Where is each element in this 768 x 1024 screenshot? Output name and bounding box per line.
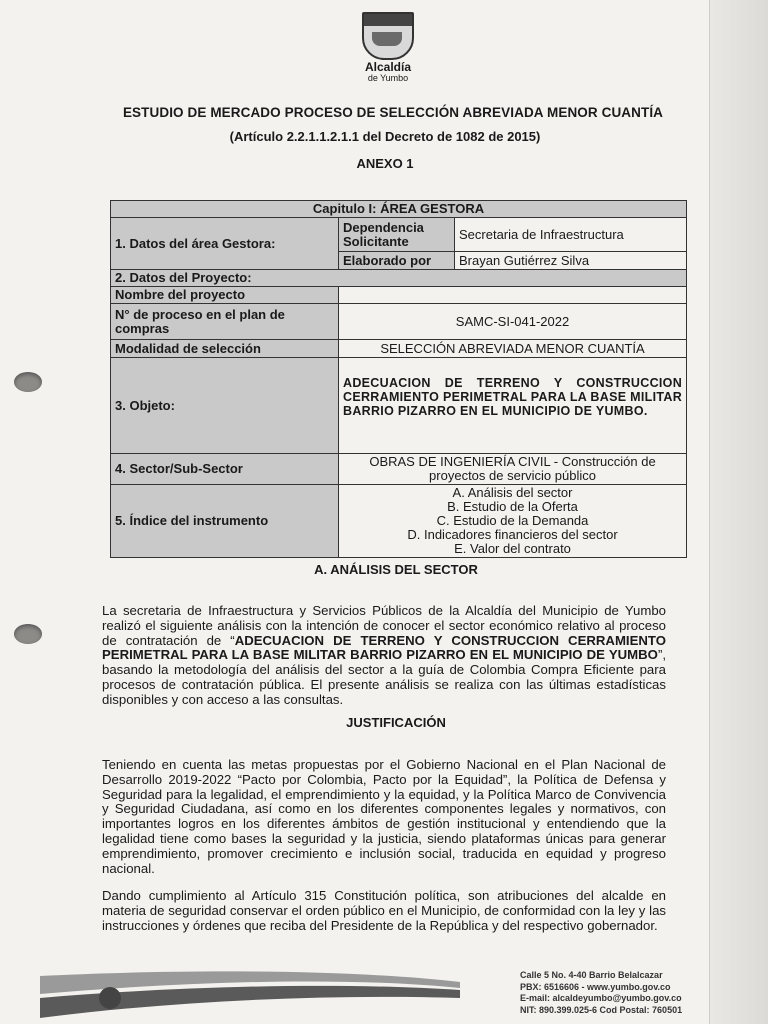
paragraph-bold-text: ADECUACION DE TERRENO Y CONSTRUCCION CERRAMIENTO PERIMETRAL PARA LA BASE MILITAR BARRIO PIZARRO EN EL MUNICIPIO DE YUMBO [102,632,666,663]
indice-label: 5. Índice del instrumento [111,485,339,558]
paragraph-text: ”, basando la metodología del análisis del sector a la guía de Colombia Compra Eficiente para procesos de contratación pública. El presente análisis se realiza con las últimas estadísticas disponibles y con acceso a las consultas. [102,647,666,707]
indice-list [339,485,687,558]
sector-value: OBRAS DE INGENIERÍA CIVIL - Construcción de proyectos de servicio público [339,454,687,485]
footer-wave-graphic [40,968,460,1018]
punch-hole [14,624,42,644]
footer-email: E-mail: alcaldeyumbo@yumbo.gov.co [520,993,682,1003]
indice-item: C. Estudio de la Demanda [436,513,589,528]
row-label-area-gestora: 1. Datos del área Gestora: [111,218,339,270]
document-title: ESTUDIO DE MERCADO PROCESO DE SELECCIÓN ABREVIADA MENOR CUANTÍA [122,105,664,120]
elaborado-label: Elaborado por [339,252,455,270]
chapter-header: Capitulo I: ÁREA GESTORA [111,201,687,218]
row-label-datos-proyecto: 2. Datos del Proyecto: [111,270,687,287]
dependencia-value: Secretaria de Infraestructura [455,218,687,252]
footer-address: Calle 5 No. 4-40 Barrio Belalcazar [520,970,663,980]
dependencia-label: Dependencia Solicitante [339,218,455,252]
section-a-title: A. ANÁLISIS DEL SECTOR [314,562,478,577]
footer-pbx: PBX: 6516606 - www.yumbo.gov.co [520,981,671,992]
footer-contact [520,970,700,1016]
modalidad-label: Modalidad de selección [111,340,339,358]
proceso-label: N° de proceso en el plan de compras [111,304,339,340]
indice-item: B. Estudio de la Oferta [447,499,578,514]
paragraph-text: La secretaria de Infraestructura y Servicios Públicos de la Alcaldía del Municipio de Yumbo realizó el siguiente análisis con la intención de conocer el sector económico relativo al proceso de contratación de “ [102,603,666,648]
sector-label: 4. Sector/Sub-Sector [111,454,339,485]
logo-sub: de Yumbo [367,73,409,83]
alcaldia-logo [360,12,416,83]
modalidad-value: SELECCIÓN ABREVIADA MENOR CUANTÍA [339,340,687,358]
footer-nit: NIT: 890.399.025-6 Cod Postal: 760501 [520,1004,683,1015]
coat-of-arms-icon [362,12,414,60]
justificacion-title: JUSTIFICACIÓN [346,715,446,730]
indice-item: E. Valor del contrato [454,541,571,556]
objeto-label: 3. Objeto: [111,358,339,454]
objeto-value: ADECUACION DE TERRENO Y CONSTRUCCION CERRAMIENTO PERIMETRAL PARA LA BASE MILITAR BARRIO PIZARRO EN EL MUNICIPIO DE YUMBO. [339,358,687,454]
sun-icon [99,987,121,1009]
elaborado-value: Brayan Gutiérrez Silva [455,252,687,270]
page-edge [709,0,768,1024]
justificacion-paragraph-1: Teniendo en cuenta las metas propuestas por el Gobierno Nacional en el Plan Nacional de Desarrollo 2019-2022 “Pacto por Colombia, Pacto por la Equidad”, la Política de Defensa y Seguridad para la legalidad, el emprendimiento y la equidad, y la Política Marco de Convivencia y Seguridad Ciudadana, así como en los diferentes componentes legales y normativos, con importantes logros en los diferentes ámbitos de gestión institucional y entendiendo que la legalidad tiene como bases la seguridad y la justicia, siendo plataformas únicas para generar emprendimiento, promover crecimiento e inclusión social, traducida en equidad y progreso nacional. [102,757,666,876]
nombre-value [339,287,687,304]
project-data-table [110,200,687,558]
proceso-value: SAMC-SI-041-2022 [339,304,687,340]
justificacion-paragraph-2: Dando cumplimiento al Artículo 315 Constitución política, son atribuciones del alcalde en materia de seguridad conservar el orden público en el Municipio, de conformidad con la ley y las instrucciones y órdenes que reciba del Presidente de la República y del respectivo gobernador. [102,888,666,933]
section-a-paragraph [102,604,666,708]
nombre-label: Nombre del proyecto [111,287,339,304]
punch-hole [14,372,42,392]
document-subtitle: (Artículo 2.2.1.1.2.1.1 del Decreto de 1082 de 2015) [229,129,541,144]
logo-name: Alcaldía [364,60,412,74]
annex-title: ANEXO 1 [356,156,414,171]
indice-item: D. Indicadores financieros del sector [407,527,618,542]
indice-item: A. Análisis del sector [452,485,573,500]
